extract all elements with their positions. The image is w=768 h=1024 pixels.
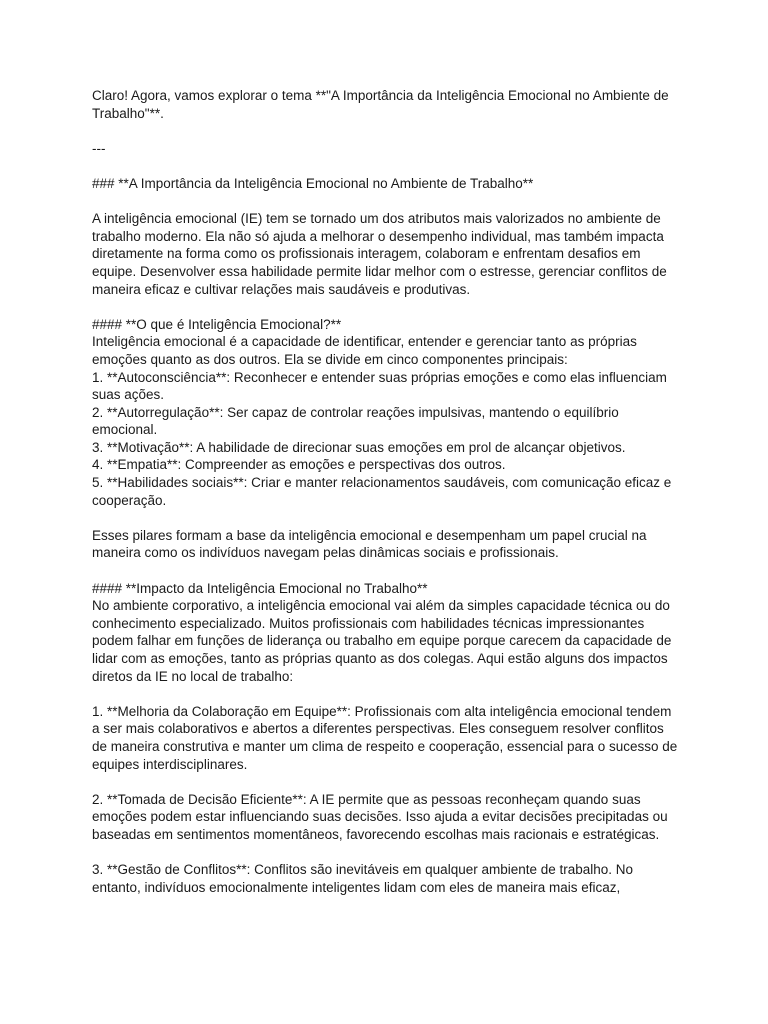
spacer [92, 122, 682, 140]
what-is-paragraph: Inteligência emocional é a capacidade de identificar, entender e gerenciar tanto as próprias emoções quanto as dos outros. Ela se divide em cinco componentes principais: [92, 334, 637, 367]
spacer [92, 685, 682, 703]
impact-paragraph: No ambiente corporativo, a inteligência emocional vai além da simples capacidade técnica ou do conhecimento especializado. Muitos profissionais com habilidades técnicas impressionantes podem falhar em funções de liderança ou trabalho em equipe porque carecem da capacidade de lidar com as emoções, tanto as próprias quanto as dos colegas. Aqui estão alguns dos impactos diretos da IE no local de trabalho: [92, 598, 672, 684]
impact-heading: #### **Impacto da Inteligência Emocional no Trabalho** [92, 580, 428, 596]
document-body [92, 87, 682, 896]
spacer [92, 157, 682, 175]
impact-item-conflict: 3. **Gestão de Conflitos**: Conflitos são inevitáveis em qualquer ambiente de trabalho. No entanto, indivíduos emocionalmente inteligentes lidam com eles de maneira mais eficaz, [92, 862, 634, 895]
separator-line: --- [92, 140, 106, 156]
component-item: 1. **Autoconsciência**: Reconhecer e entender suas próprias emoções e como elas influenciam suas ações. [92, 369, 667, 403]
main-heading: ### **A Importância da Inteligência Emocional no Ambiente de Trabalho** [92, 175, 534, 191]
component-item: 4. **Empatia**: Compreender as emoções e perspectivas dos outros. [92, 457, 506, 473]
spacer [92, 844, 682, 862]
spacer [92, 298, 682, 316]
component-item: 3. **Motivação**: A habilidade de direcionar suas emoções em prol de alcançar objetivos. [92, 439, 626, 455]
component-item: 2. **Autorregulação**: Ser capaz de controlar reações impulsivas, mantendo o equilíbrio emocional. [92, 404, 619, 438]
spacer [92, 193, 682, 211]
spacer [92, 773, 682, 791]
spacer [92, 562, 682, 580]
impact-item-decision: 2. **Tomada de Decisão Eficiente**: A IE permite que as pessoas reconheçam quando suas emoções podem estar influenciando suas decisões. Isso ajuda a evitar decisões precipitadas ou baseadas em sentimentos momentâneos, favorecendo escolhas mais racionais e estratégicas. [92, 791, 668, 842]
what-is-heading: #### **O que é Inteligência Emocional?** [92, 316, 342, 332]
intro-ie-paragraph: A inteligência emocional (IE) tem se tornado um dos atributos mais valorizados no ambiente de trabalho moderno. Ela não só ajuda a melhorar o desempenho individual, mas também impacta diretamente na forma como os profissionais interagem, colaboram e enfrentam desafios em equipe. Desenvolver essa habilidade permite lidar melhor com o estresse, gerenciar conflitos de maneira eficaz e cultivar relações mais saudáveis e produtivas. [92, 211, 667, 297]
spacer [92, 509, 682, 527]
pillars-paragraph: Esses pilares formam a base da inteligência emocional e desempenham um papel crucial na maneira como os indivíduos navegam pelas dinâmicas sociais e profissionais. [92, 527, 647, 561]
intro-paragraph: Claro! Agora, vamos explorar o tema **"A Importância da Inteligência Emocional no Ambiente de Trabalho"**. [92, 88, 669, 121]
impact-item-collaboration: 1. **Melhoria da Colaboração em Equipe**: Profissionais com alta inteligência emocional tendem a ser mais colaborativos e abertos a diferentes perspectivas. Eles conseguem resolver conflitos de maneira construtiva e manter um clima de respeito e cooperação, essencial para o sucesso de equipes interdisciplinares. [92, 703, 678, 772]
component-item: 5. **Habilidades sociais**: Criar e manter relacionamentos saudáveis, com comunicação eficaz e cooperação. [92, 475, 672, 508]
